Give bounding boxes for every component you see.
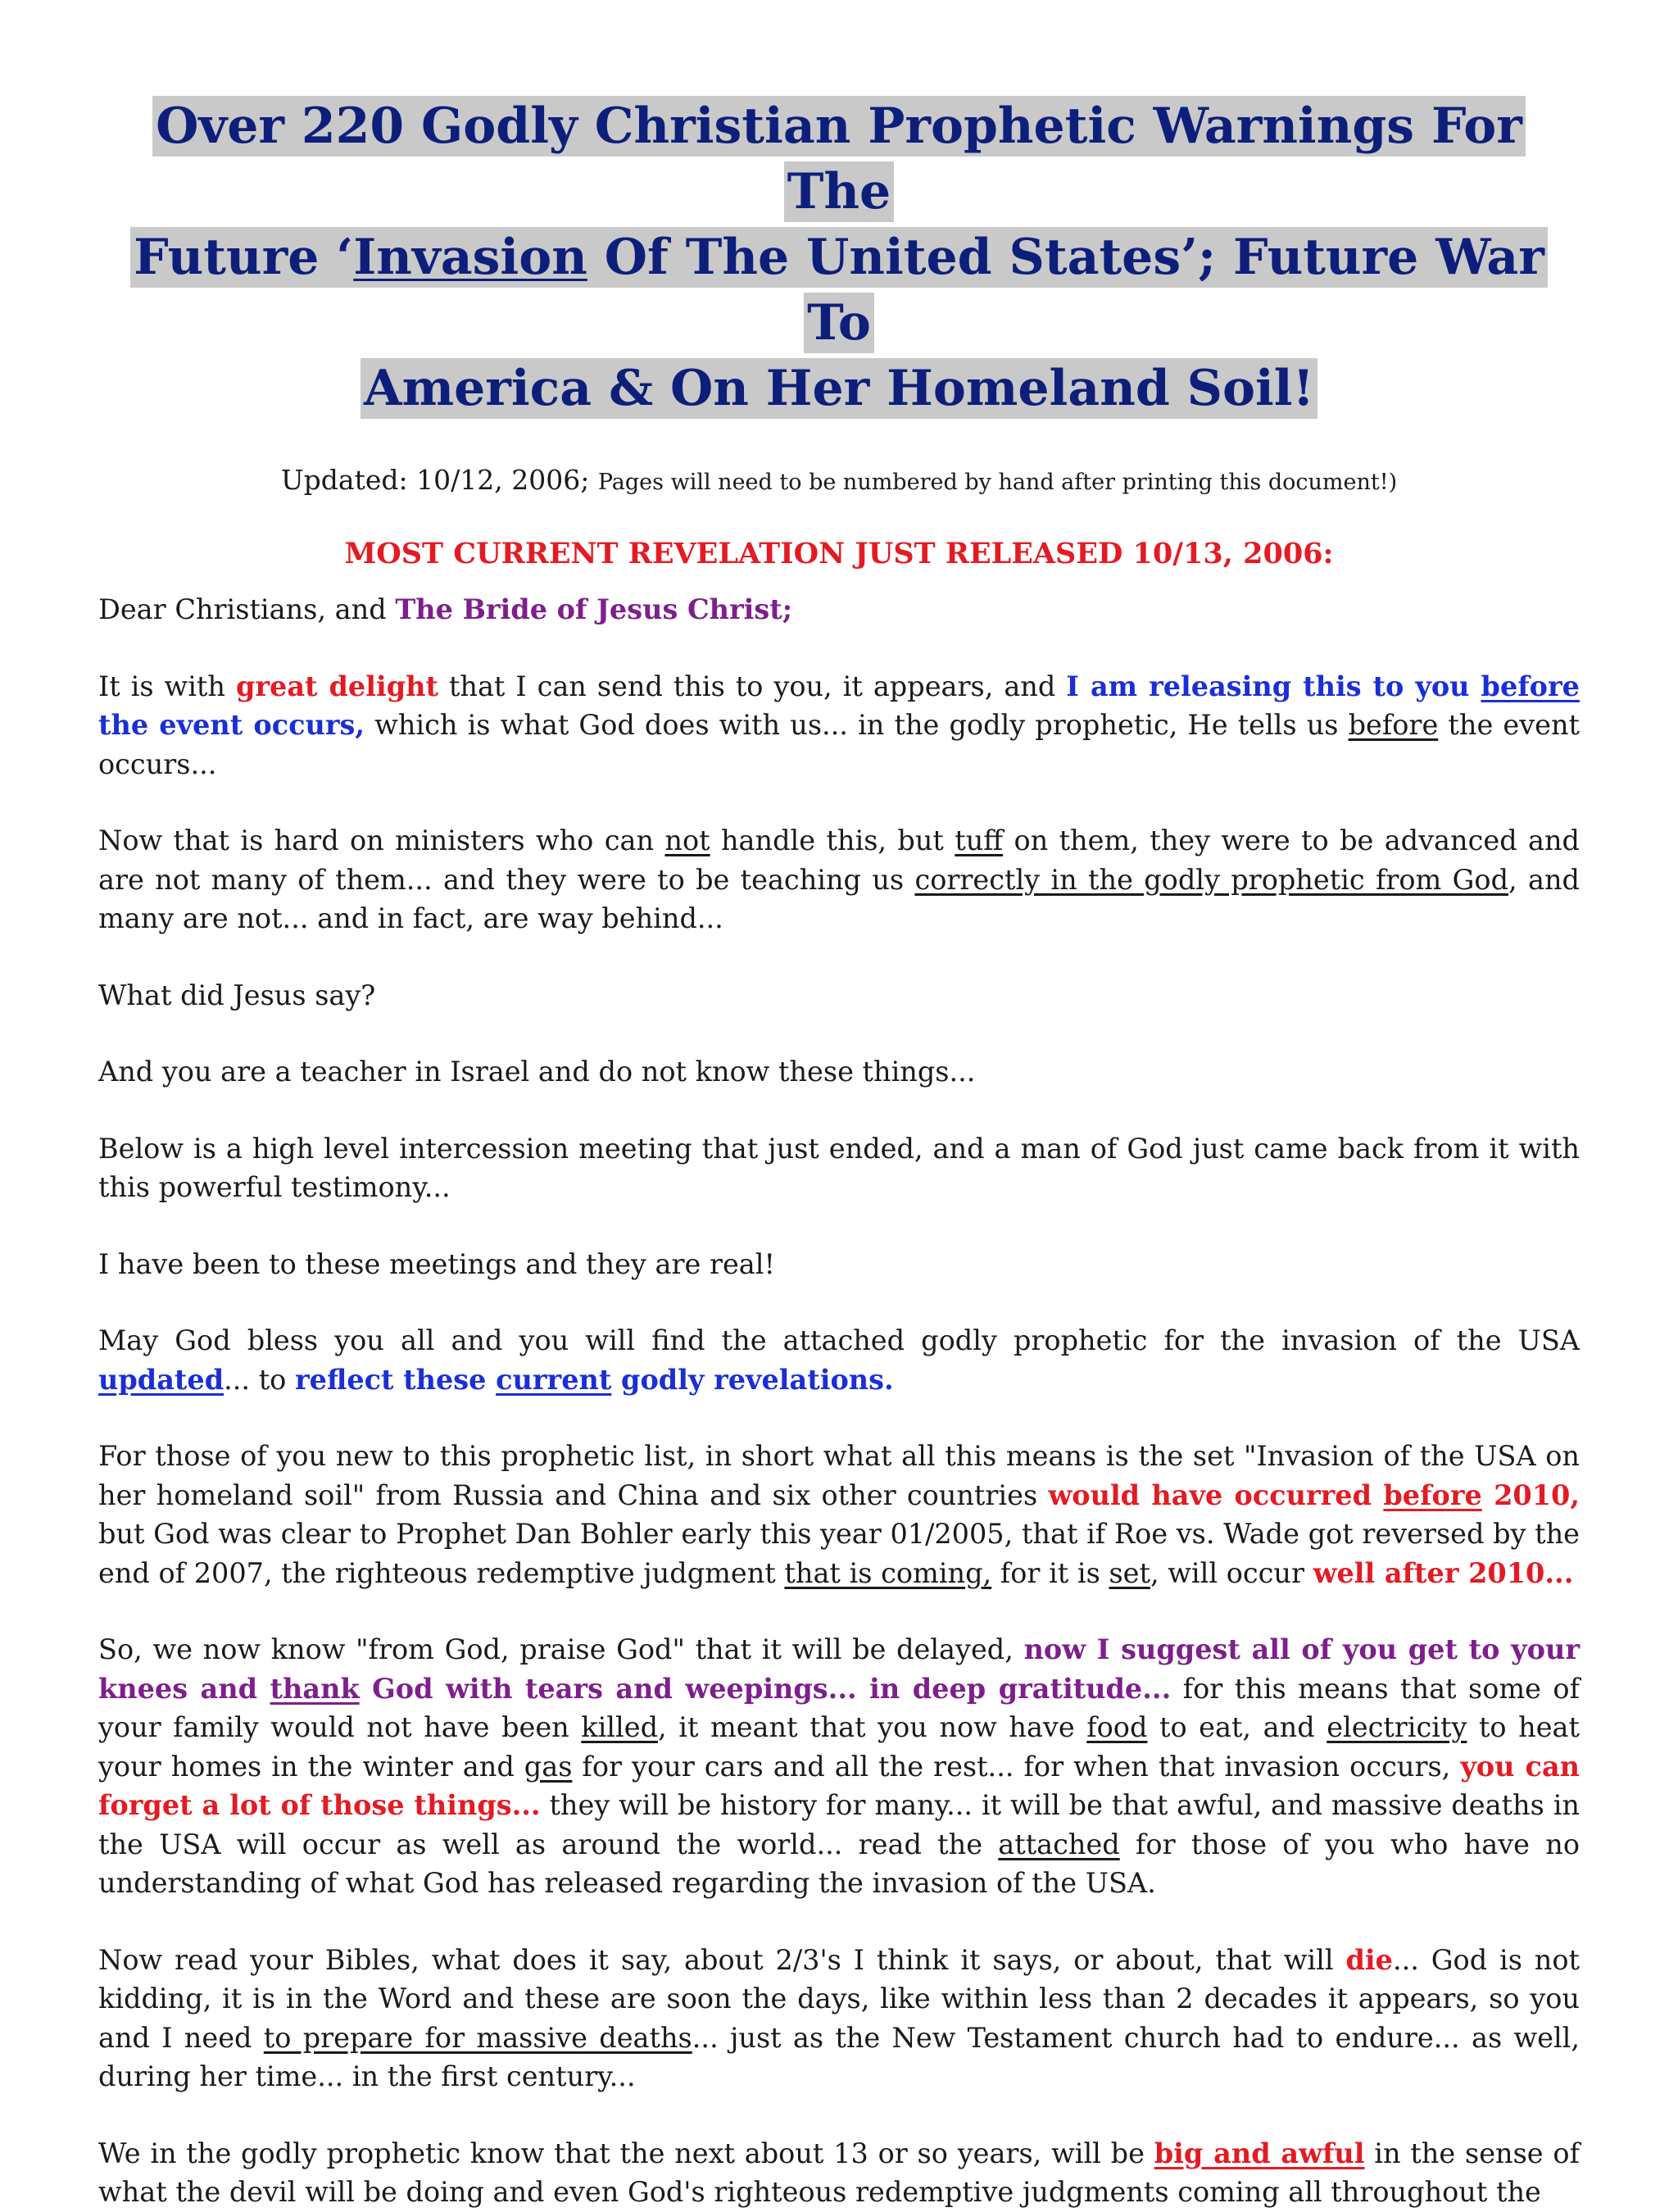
title-invasion: Invasion: [353, 229, 587, 286]
paragraph-1: It is with great delight that I can send this to you, it appears, and I am releasing this to you before the event occurs, which is what God does with us... in the godly prophetic, He tells us before the event occurs...: [98, 670, 1580, 780]
page-title: [98, 0, 1580, 421]
updated-note: Pages will need to be numbered by hand after printing this document!): [597, 470, 1398, 495]
paragraph-10: Now read your Bibles, what does it say, about 2/3's I think it says, or about, that will die... God is not kidding, it is in the Word and these are soon the days, like within less than 2 decades it appears, so you and I need to prepare for massive deaths... just as the New Testament church had to endure... as well, during her time... in the first century...: [98, 1943, 1580, 2092]
paragraph-5: Below is a high level intercession meeting that just ended, and a man of God just came back from it with this powerful testimony...: [98, 1132, 1580, 1203]
updated-label: Updated: 10/12, 2006;: [280, 464, 590, 496]
paragraph-3: What did Jesus say?: [98, 979, 376, 1011]
paragraph-11: We in the godly prophetic know that the next about 13 or so years, will be big and awful in the sense of what the devil will be doing and even God's righteous redemptive judgments coming all throughout the: [98, 2137, 1580, 2208]
updated-line: [98, 464, 1580, 496]
letter-body: [98, 590, 1580, 2212]
salutation: Dear Christians, and The Bride of Jesus Christ;: [98, 593, 793, 625]
paragraph-4: And you are a teacher in Israel and do not know these things...: [98, 1056, 976, 1088]
paragraph-9: So, we now know "from God, praise God" that it will be delayed, now I suggest all of you get to your knees and thank God with tears and weepings... in deep gratitude... for this means that some of your family would not have been killed, it meant that you now have food to eat, and electricity to heat your homes in the winter and gas for your cars and all the rest... for when that invasion occurs, you can forget a lot of those things... they will be history for many... it will be that awful, and massive deaths in the USA will occur as well as around the world... read the attached for those of you who have no understanding of what God has released regarding the invasion of the USA.: [98, 1633, 1580, 1899]
current-revelation-heading: MOST CURRENT REVELATION JUST RELEASED 10/13, 2006:: [344, 537, 1334, 570]
paragraph-2: Now that is hard on ministers who can not handle this, but tuff on them, they were to be advanced and are not many of them... and they were to be teaching us correctly in the godly prophetic from God, and many are not... and in fact, are way behind...: [98, 824, 1580, 934]
paragraph-7: May God bless you all and you will find the attached godly prophetic for the invasion of the USA updated... to reflect these current godly revelations.: [98, 1324, 1580, 1396]
updated-link: updated: [98, 1363, 224, 1396]
paragraph-6: I have been to these meetings and they are real!: [98, 1247, 775, 1280]
paragraph-8: For those of you new to this prophetic list, in short what all this means is the set "Invasion of the USA on her homeland soil" from Russia and China and six other countries would have occurred before 2010, but God was clear to Prophet Dan Bohler early this year 01/2005, that if Roe vs. Wade got reversed by the end of 2007, the righteous redemptive judgment that is coming, for it is set, will occur well after 2010...: [98, 1440, 1580, 1589]
title-line-1: Over 220 Godly Christian Prophetic Warnings For The Future ‘Invasion Of The United States’; Future War To America & On Her Homeland Soil!: [130, 96, 1548, 419]
